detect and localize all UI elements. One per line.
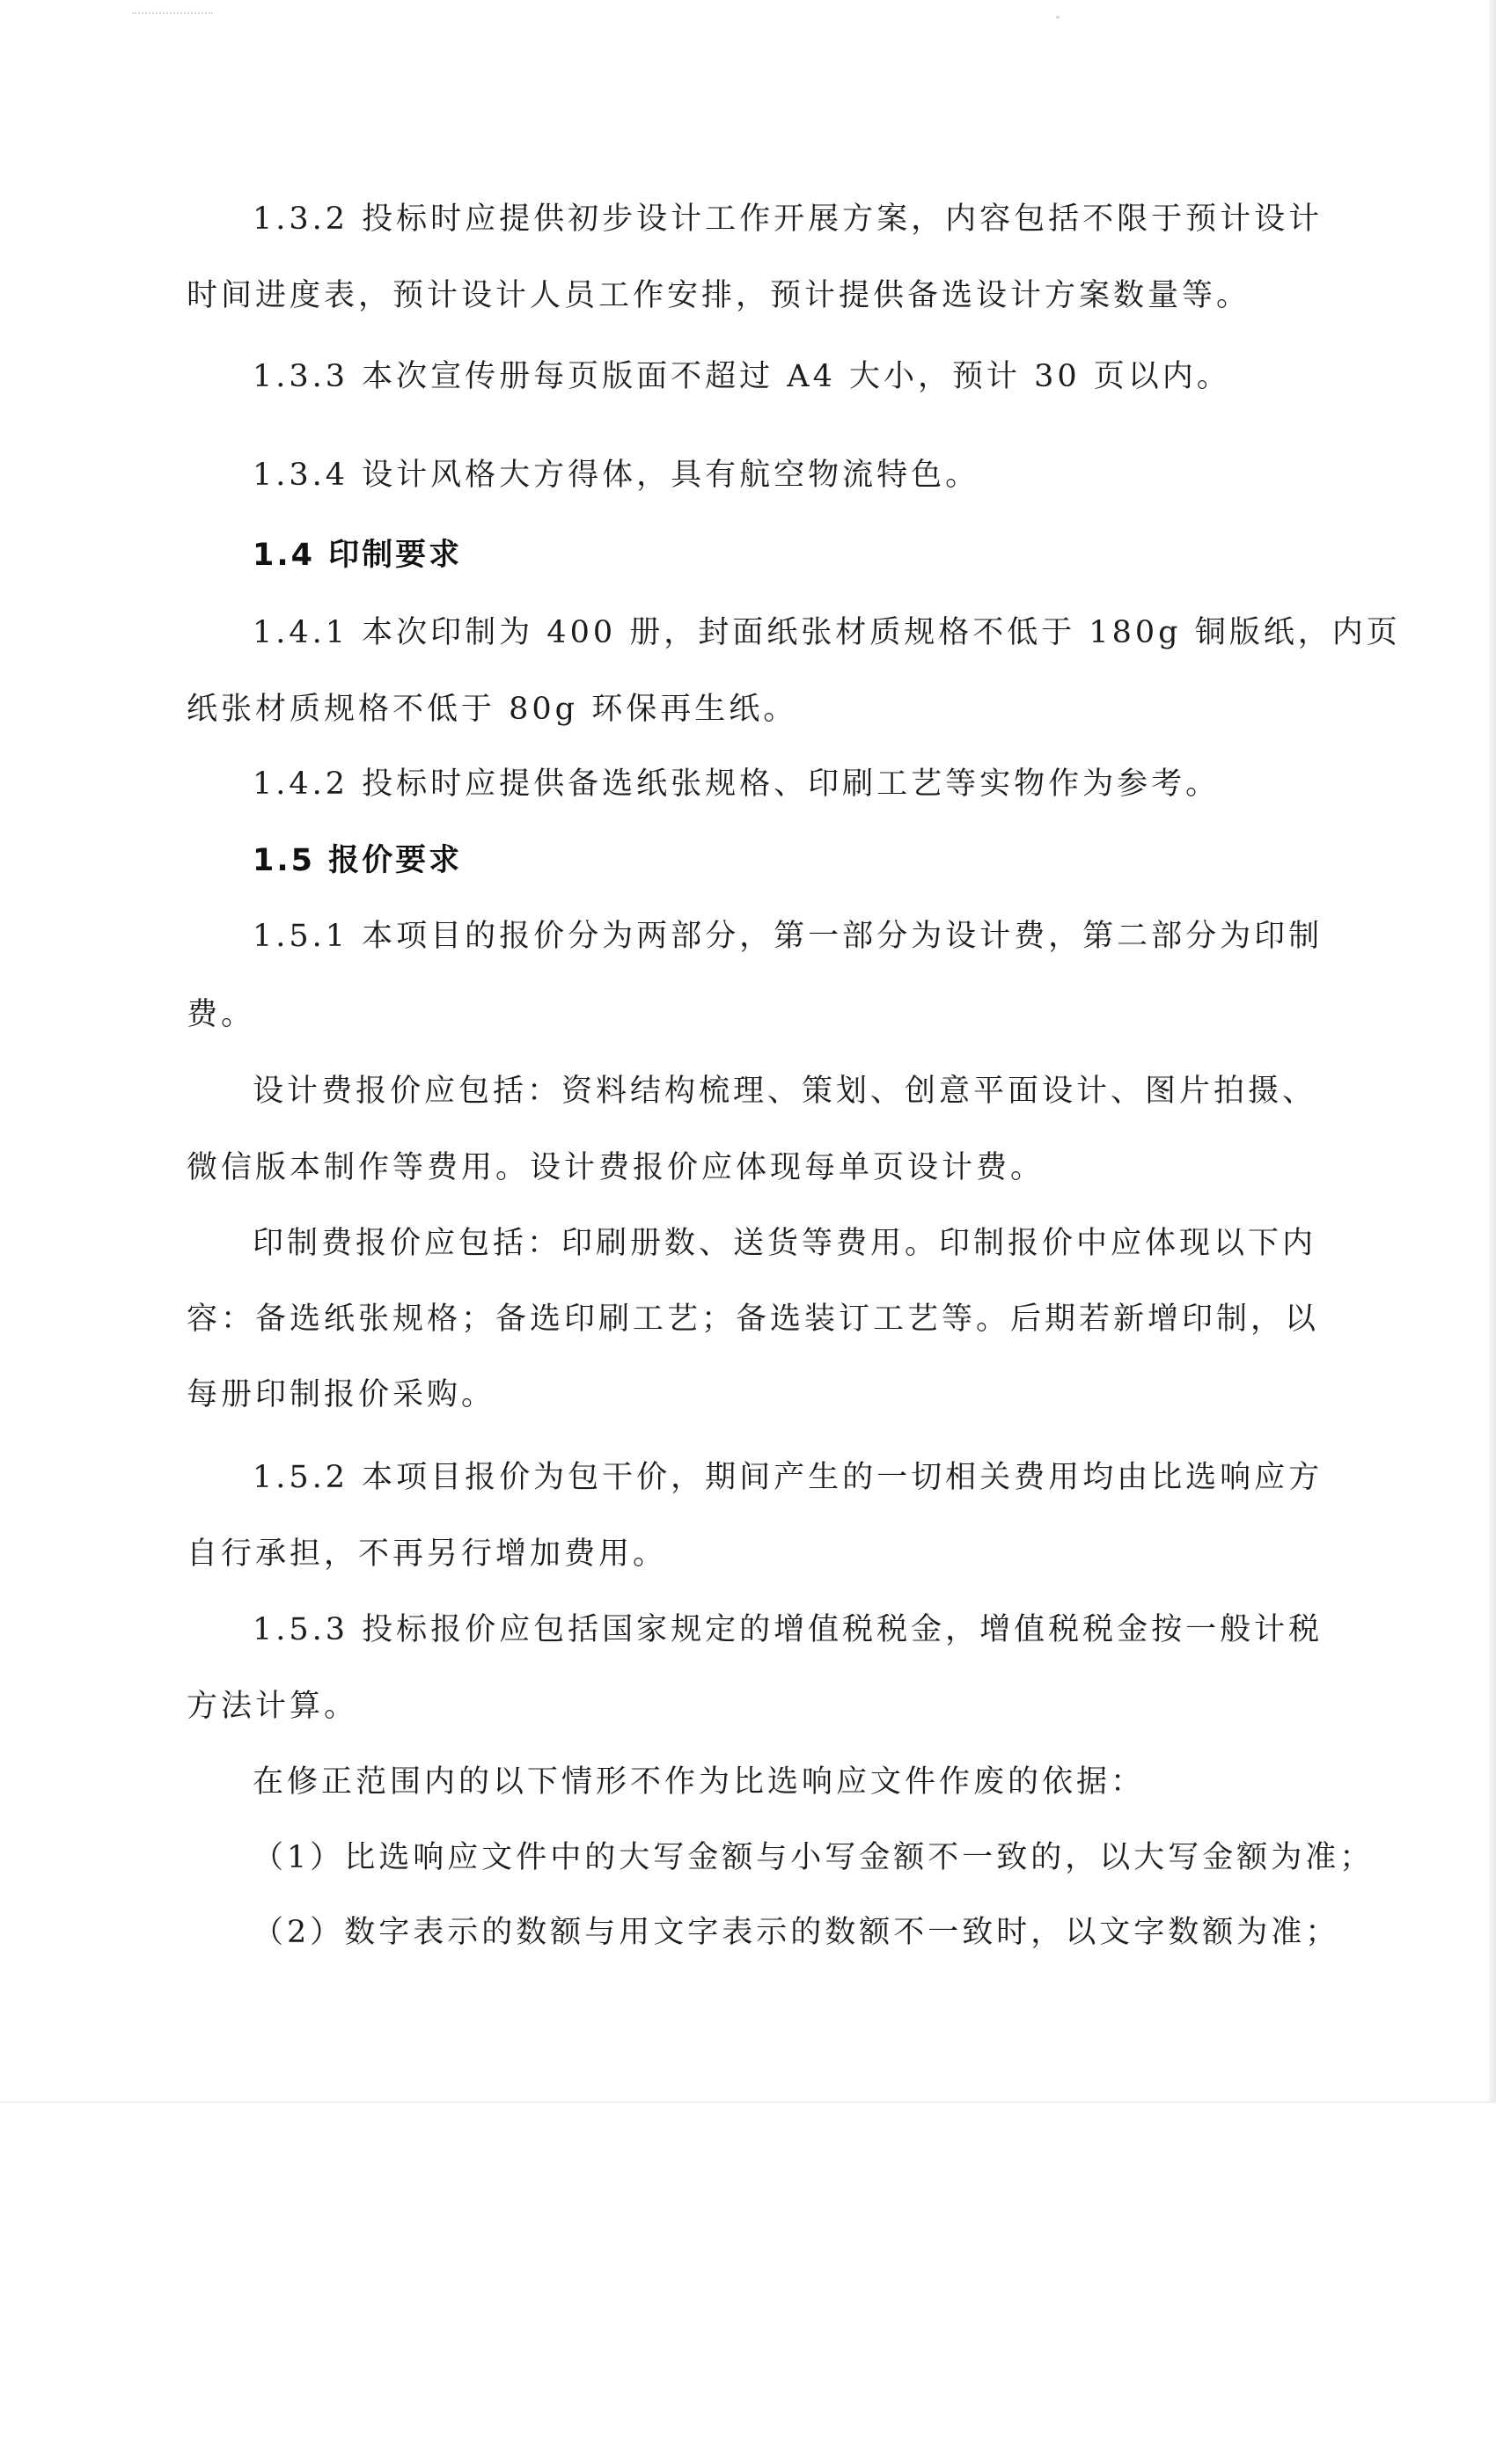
section-heading-1-5: 1.5 报价要求 [253, 843, 463, 878]
paragraph-1-5-2-line-2: 自行承担，不再另行增加费用。 [187, 1536, 668, 1572]
paragraph-1-4-1-line-1: 1.4.1 本次印制为 400 册，封面纸张材质规格不低于 180g 铜版纸，内页 [253, 615, 1401, 650]
paragraph-1-5-1-line-2: 费。 [187, 997, 256, 1032]
paragraph-1-5-1-line-1: 1.5.1 本项目的报价分为两部分，第一部分为设计费，第二部分为印制 [253, 919, 1324, 954]
paragraph-correction-scope: 在修正范围内的以下情形不作为比选响应文件作废的依据： [253, 1764, 1146, 1800]
paragraph-print-fee-line-3: 每册印制报价采购。 [187, 1377, 496, 1412]
paragraph-1-3-3: 1.3.3 本次宣传册每页版面不超过 A4 大小，预计 30 页以内。 [253, 359, 1231, 394]
paragraph-print-fee-line-2: 容：备选纸张规格；备选印刷工艺；备选装订工艺等。后期若新增印制，以 [187, 1302, 1320, 1337]
list-item-1: （1）比选响应文件中的大写金额与小写金额不一致的，以大写金额为准； [253, 1840, 1375, 1875]
paragraph-1-5-3-line-1: 1.5.3 投标报价应包括国家规定的增值税税金，增值税税金按一般计税 [253, 1612, 1324, 1647]
paragraph-1-5-2-line-1: 1.5.2 本项目报价为包干价，期间产生的一切相关费用均由比选响应方 [253, 1460, 1324, 1495]
paragraph-1-4-1-line-2: 纸张材质规格不低于 80g 环保再生纸。 [187, 692, 798, 727]
paragraph-design-fee-line-2: 微信版本制作等费用。设计费报价应体现每单页设计费。 [187, 1150, 1045, 1185]
paragraph-1-3-4: 1.3.4 设计风格大方得体，具有航空物流特色。 [253, 458, 980, 493]
page-edge-shadow [1489, 0, 1496, 2103]
paragraph-design-fee-line-1: 设计费报价应包括：资料结构梳理、策划、创意平面设计、图片拍摄、 [253, 1074, 1317, 1109]
paragraph-1-3-2-line-1: 1.3.2 投标时应提供初步设计工作开展方案，内容包括不限于预计设计 [253, 202, 1324, 237]
section-heading-1-4: 1.4 印制要求 [253, 538, 463, 573]
scan-artifact [1056, 16, 1060, 18]
paragraph-1-3-2-line-2: 时间进度表，预计设计人员工作安排，预计提供备选设计方案数量等。 [187, 278, 1251, 313]
page-bottom-edge [0, 2101, 1496, 2103]
scan-artifact [132, 12, 213, 23]
paragraph-print-fee-line-1: 印制费报价应包括：印刷册数、送货等费用。印制报价中应体现以下内 [253, 1226, 1317, 1261]
paragraph-1-5-3-line-2: 方法计算。 [187, 1689, 359, 1724]
list-item-2: （2）数字表示的数额与用文字表示的数额不一致时，以文字数额为准； [253, 1915, 1340, 1950]
paragraph-1-4-2: 1.4.2 投标时应提供备选纸张规格、印刷工艺等实物作为参考。 [253, 766, 1221, 802]
